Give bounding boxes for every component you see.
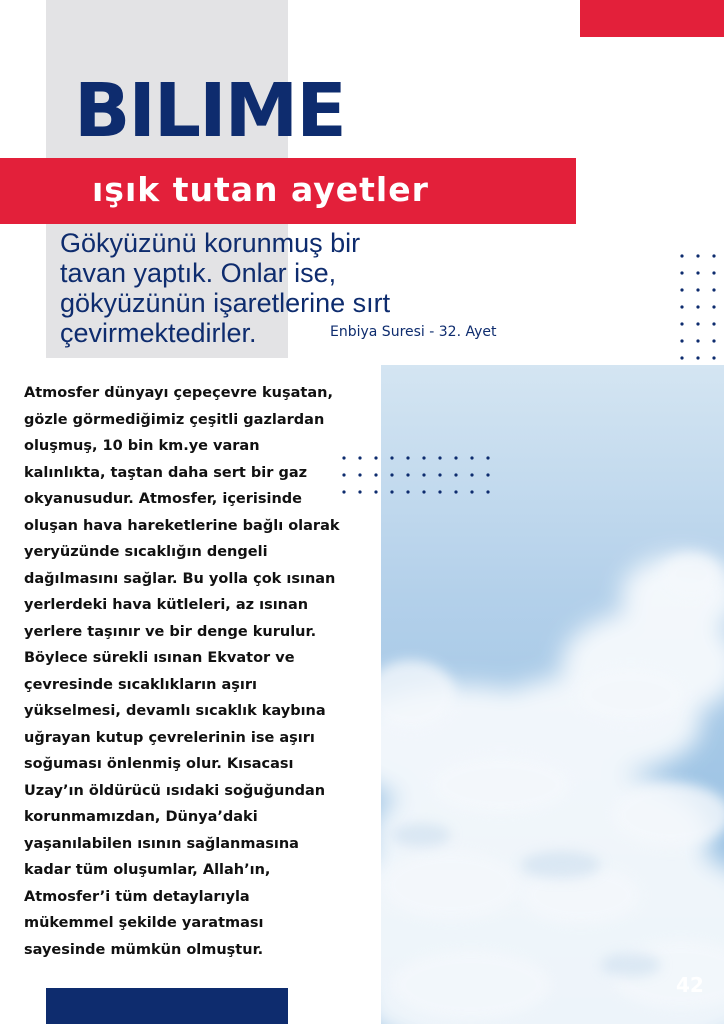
article-body-line: Uzay’ın öldürücü ısıdaki soğuğundan [24,782,326,799]
article-body-line: oluşmuş, 10 bin km.ye varan [24,438,260,454]
article-body-line: Böylece sürekli ısınan Ekvator ve [24,650,295,666]
page-number: 42 [676,973,704,997]
article-body-line: yerlerdeki hava kütleleri, az ısınan [24,597,309,613]
article-body-line: oluşan hava hareketlerine bağlı olarak [24,517,340,534]
article-body-line: kadar tüm oluşumlar, Allah’ın, [24,862,271,878]
article-body-line: yaşanılabilen ısının sağlanmasına [24,835,299,852]
article-body-line: kalınlıkta, taştan daha sert bir gaz [24,464,308,481]
bottom-navy-bar [46,988,288,1024]
verse-quote-line: tavan yaptık. Onlar ise, [60,258,337,288]
article-body [24,380,364,963]
article-body-line: korunmamızdan, Dünya’daki [24,809,258,825]
article-body-line: yerlere taşınır ve bir denge kurulur. [24,623,317,640]
article-body-line: dağılmasını sağlar. Bu yolla çok ısınan [24,570,336,587]
page-subtitle: ışık tutan ayetler [92,170,429,209]
article-body-line: sayesinde mümkün olmuştur. [24,941,264,958]
article-body-line: soğuması önlenmiş olur. Kısacası [24,756,294,772]
article-body-line: yeryüzünde sıcaklığın dengeli [24,544,268,560]
article-body-line: Atmosfer dünyayı çepeçevre kuşatan, [24,385,333,401]
article-body-line: çevresinde sıcaklıkların aşırı [24,676,258,693]
article-body-line: mükemmel şekilde yaratması [24,915,264,931]
page-title: BILIME [74,68,345,154]
article-body-line: okyanusudur. Atmosfer, içerisinde [24,491,303,507]
verse-quote-line: gökyüzünün işaretlerine sırt [60,288,391,318]
article-body-line: Atmosfer’i tüm detaylarıyla [24,888,250,905]
top-right-red-accent [580,0,724,37]
verse-quote-line: Gökyüzünü korunmuş bir [60,228,361,258]
article-body-line: yükselmesi, devamlı sıcaklık kaybına [24,703,326,719]
article-body-line: gözle görmediğimiz çeşitli gazlardan [24,411,325,428]
verse-source: Enbiya Suresi - 32. Ayet [330,324,497,340]
article-body-line: uğrayan kutup çevrelerinin ise aşırı [24,729,315,746]
verse-quote-line: çevirmektedirler. [60,318,257,348]
